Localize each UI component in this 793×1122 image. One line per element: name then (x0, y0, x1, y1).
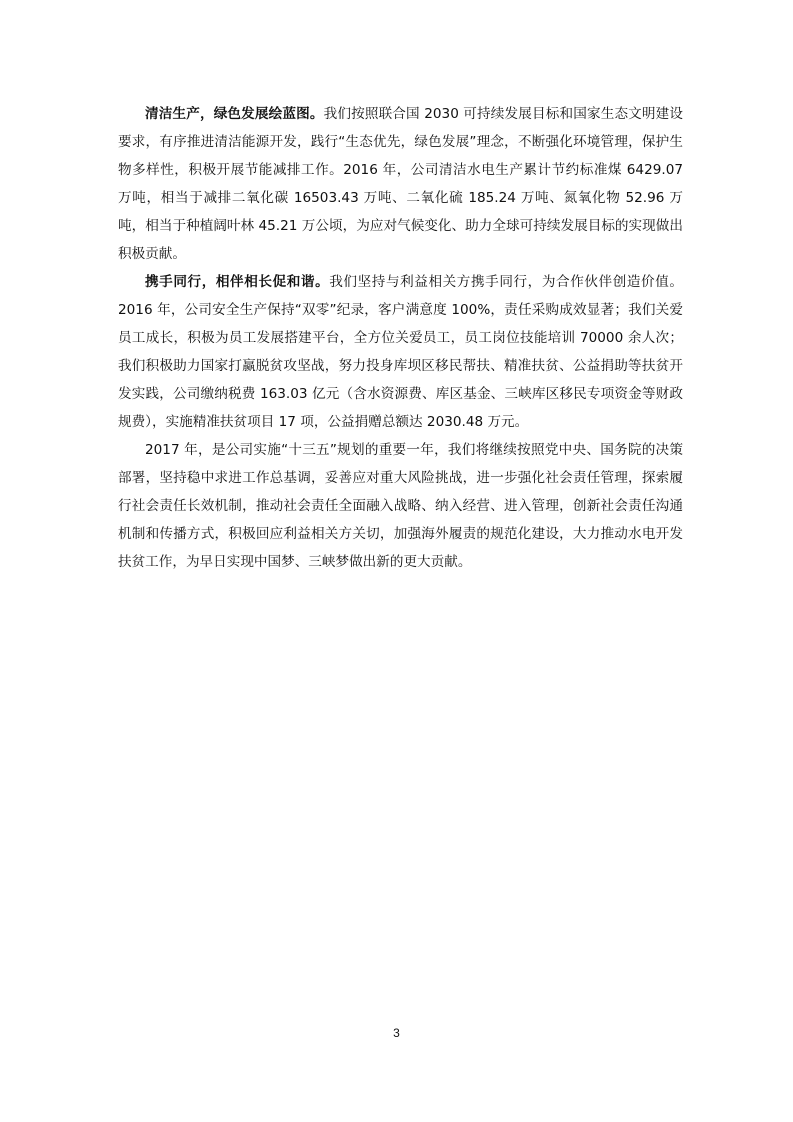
paragraph-partnership (118, 268, 683, 436)
paragraph-lead: 清洁生产，绿色发展绘蓝图。 (145, 106, 324, 122)
paragraph-text: 我们坚持与利益相关方携手同行，为合作伙伴创造价值。2016 年，公司安全生产保持“双零”纪录，客户满意度 100%，责任采购成效显著；我们关爱员工成长，积极为员工发展搭建平台，全方位关爱员工，员工岗位技能培训 70000 余人次；我们积极助力国家打赢脱贫攻坚战，努力投身库坝区移民帮扶、精准扶贫、公益捐助等扶贫开发实践，公司缴纳税费 163.03 亿元（含水资源费、库区基金、三峡库区移民专项资金等财政规费），实施精准扶贫项目 17 项，公益捐赠总额达 2030.48 万元。 (118, 274, 683, 430)
paragraph-text: 我们按照联合国 2030 可持续发展目标和国家生态文明建设要求，有序推进清洁能源开发，践行“生态优先，绿色发展”理念，不断强化环境管理，保护生物多样性，积极开展节能减排工作。2016 年，公司清洁水电生产累计节约标准煤 6429.07 万吨，相当于减排二氧化碳 16503.43 万吨、二氧化硫 185.24 万吨、氮氧化物 52.96 万吨，相当于种植阔叶林 45.21 万公顷，为应对气候变化、助力全球可持续发展目标的实现做出积极贡献。 (118, 106, 683, 262)
page-number: 3 (393, 1026, 400, 1040)
paragraph-clean-production (118, 100, 683, 268)
paragraph-text: 2017 年，是公司实施“十三五”规划的重要一年，我们将继续按照党中央、国务院的决策部署，坚持稳中求进工作总基调，妥善应对重大风险挑战，进一步强化社会责任管理，探索履行社会责任长效机制，推动社会责任全面融入战略、纳入经营、进入管理，创新社会责任沟通机制和传播方式，积极回应利益相关方关切，加强海外履责的规范化建设，大力推动水电开发扶贫工作，为早日实现中国梦、三峡梦做出新的更大贡献。 (118, 442, 683, 570)
document-body (118, 100, 683, 576)
paragraph-lead: 携手同行，相伴相长促和谐。 (145, 274, 330, 290)
paragraph-2017-outlook (118, 436, 683, 576)
